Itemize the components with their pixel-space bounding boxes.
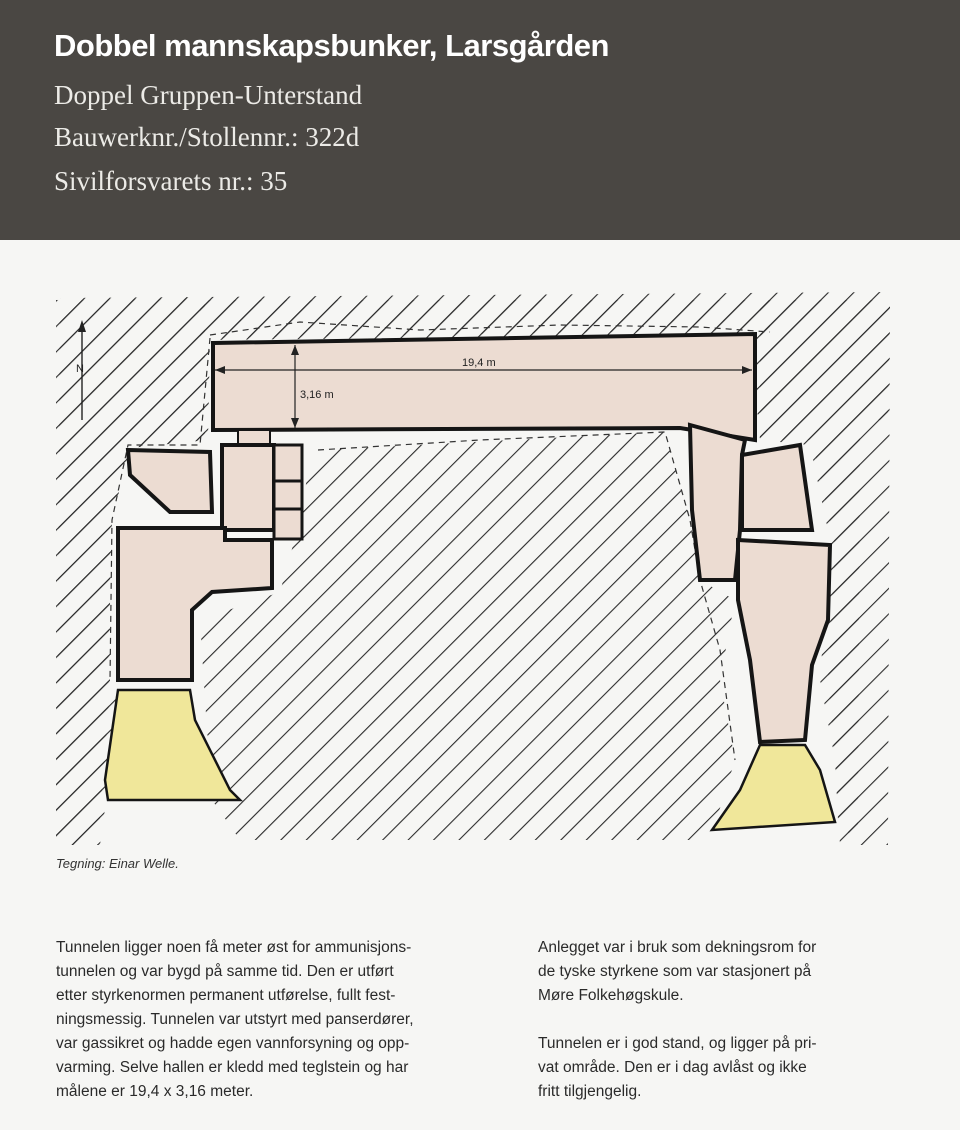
left-small-room-2 [274,481,302,509]
civil-defense-number: Sivilforsvarets nr.: 35 [54,166,288,196]
paragraph-right-2 [538,1032,898,1104]
left-central-room [222,445,274,530]
text-line: Tunnelen er i god stand, og ligger på pri- [538,1035,817,1052]
title-band [0,0,960,240]
text-line: de tyske styrkene som var stasjonert på [538,963,812,980]
north-label: N [76,363,84,375]
length-label: 19,4 m [462,357,496,369]
page-title: Dobbel mannskapsbunker, Larsgården [54,28,609,63]
text-line: Tunnelen ligger noen få meter øst for ammunisjons- [56,939,412,956]
paragraph-left-1 [56,936,506,1104]
text-line: ningsmessig. Tunnelen var utstyrt med panserdører, [56,1011,414,1028]
left-small-room-3 [274,509,302,539]
text-line: var gassikret og hadde egen vannforsyning og opp- [56,1035,410,1052]
body-text-right [538,936,898,1128]
text-line: Møre Folkehøgskule. [538,987,684,1004]
width-label: 3,16 m [300,389,334,401]
german-designation: Doppel Gruppen-Unterstand [54,80,363,110]
text-line: vat område. Den er i dag avlåst og ikke [538,1059,807,1076]
text-line: målene er 19,4 x 3,16 meter. [56,1083,254,1100]
paragraph-right-1 [538,936,898,1008]
building-number: Bauwerknr./Stollennr.: 322d [54,122,360,152]
text-line: fritt tilgjengelig. [538,1083,642,1100]
left-upper-room [128,450,212,512]
body-text-left [56,936,506,1128]
left-small-room-1 [274,445,302,481]
floor-plan-drawing [0,240,960,860]
right-lower-room [738,540,830,742]
text-line: varming. Selve hallen er kledd med teglstein og har [56,1059,409,1076]
text-line: etter styrkenormen permanent utførelse, fullt fest- [56,987,396,1004]
text-line: Anlegget var i bruk som dekningsrom for [538,939,817,956]
right-side-room [742,445,812,530]
text-line: tunnelen og var bygd på samme tid. Den er utført [56,963,394,980]
drawing-caption: Tegning: Einar Welle. [56,856,179,871]
